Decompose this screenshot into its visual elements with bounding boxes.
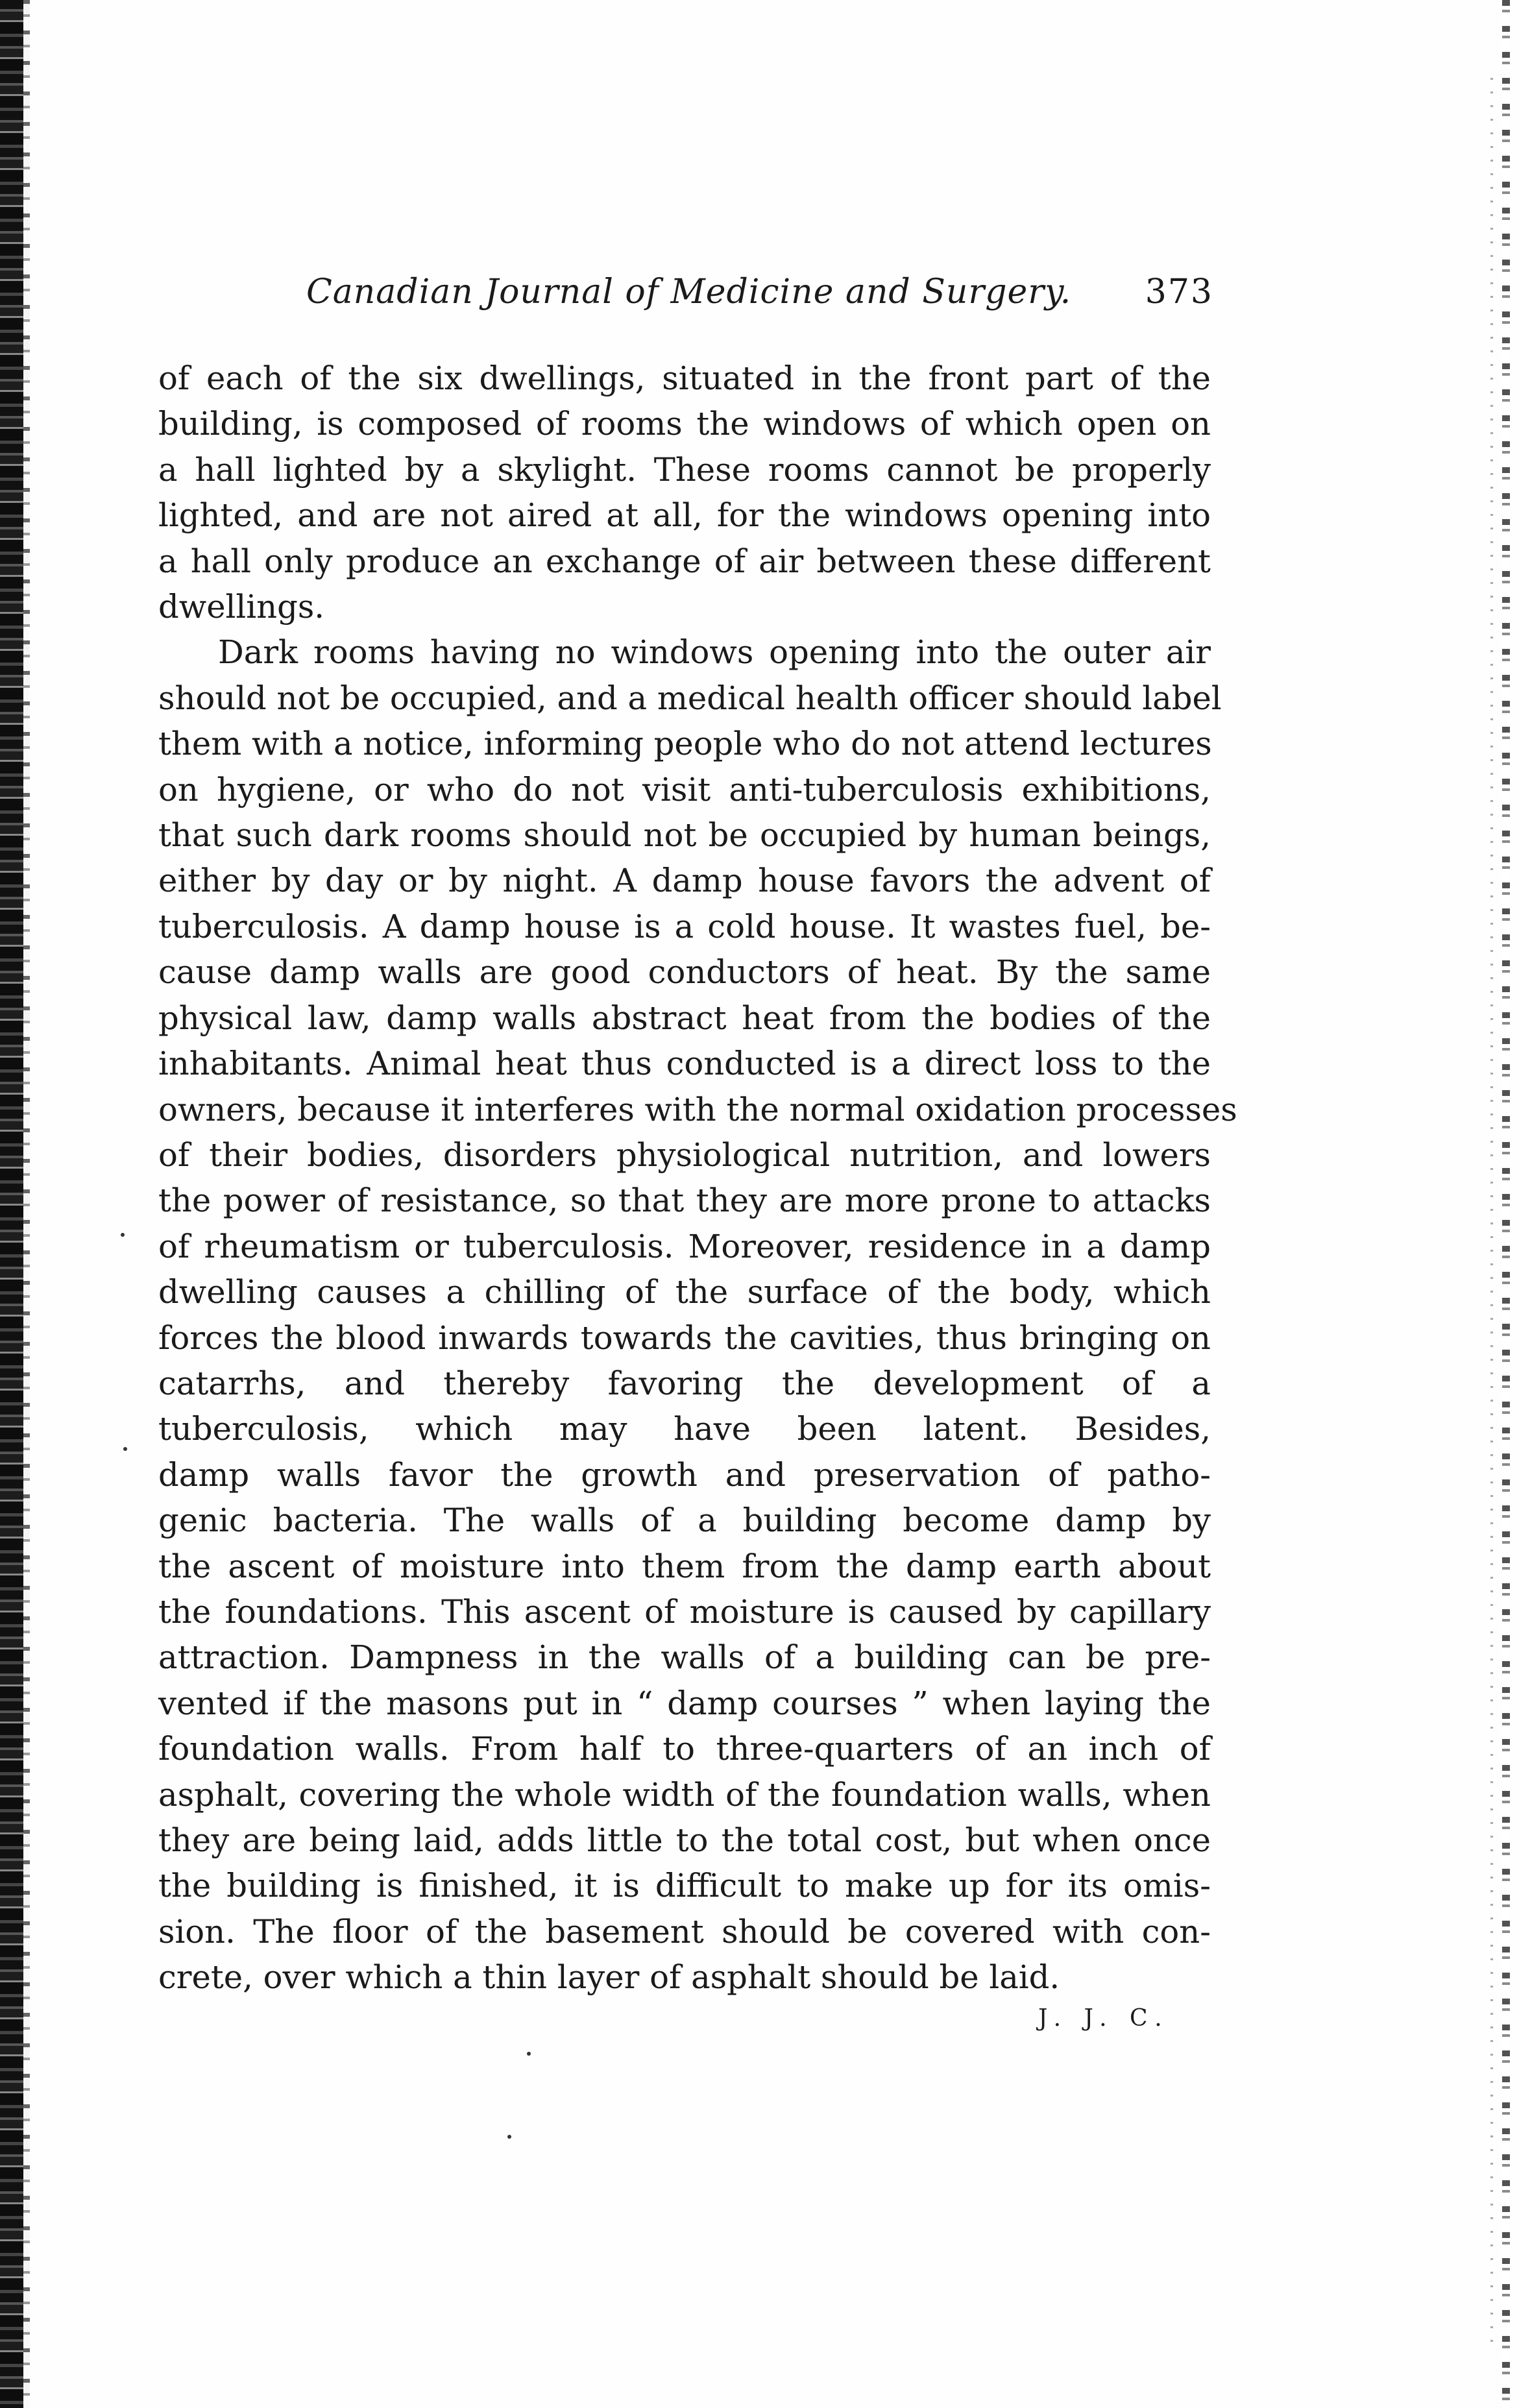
- text-line: of each of the six dwellings, situated in the front part of the: [158, 359, 1211, 397]
- text-line: physical law, damp walls abstract heat from the bodies of the: [158, 999, 1211, 1037]
- text-line: of their bodies, disorders physiological nutrition, and lowers: [158, 1136, 1211, 1174]
- text-line: forces the blood inwards towards the cavities, thus bringing on: [158, 1319, 1211, 1357]
- book-spine-edge-left-inner: [23, 0, 30, 2408]
- page-edge-right-inner: [1490, 78, 1493, 2349]
- text-line: a hall lighted by a skylight. These rooms cannot be properly: [158, 450, 1211, 489]
- text-line: building, is composed of rooms the windows of which open on: [158, 405, 1211, 443]
- text-line: catarrhs, and thereby favoring the development of a: [158, 1364, 1211, 1402]
- running-header: [156, 273, 1213, 324]
- text-line: them with a notice, informing people who do not attend lectures: [158, 725, 1212, 763]
- text-line: genic bacteria. The walls of a building become damp by: [158, 1502, 1211, 1540]
- article-body: [158, 356, 1237, 2001]
- text-line: inhabitants. Animal heat thus conducted is a direct loss to the: [158, 1045, 1211, 1083]
- text-line: vented if the masons put in “ damp courses ” when laying the: [158, 1684, 1211, 1722]
- text-line: attraction. Dampness in the walls of a building can be pre-: [158, 1638, 1211, 1677]
- text-line: that such dark rooms should not be occupied by human beings,: [158, 816, 1211, 855]
- page-number: 373: [1145, 273, 1213, 311]
- paragraph-2: [158, 629, 1237, 2000]
- text-line: damp walls favor the growth and preservation of patho-: [158, 1455, 1211, 1494]
- text-line: on hygiene, or who do not visit anti-tuberculosis exhibitions,: [158, 770, 1211, 809]
- text-line: dwellings.: [158, 588, 325, 626]
- text-line: foundation walls. From half to three-quarters of an inch of: [158, 1730, 1211, 1768]
- scan-speck: [507, 2135, 511, 2139]
- text-line: the power of resistance, so that they are more prone to attacks: [158, 1182, 1211, 1220]
- scan-speck: [123, 1447, 127, 1451]
- text-line: should not be occupied, and a medical health officer should label: [158, 679, 1222, 717]
- text-line: the foundations. This ascent of moisture is caused by capillary: [158, 1592, 1211, 1631]
- text-line: crete, over which a thin layer of asphalt should be laid.: [158, 1958, 1060, 1997]
- text-line: cause damp walls are good conductors of heat. By the same: [158, 953, 1211, 991]
- scan-speck: [121, 1233, 125, 1237]
- text-line: lighted, and are not aired at all, for the windows opening into: [158, 496, 1211, 535]
- text-line: Dark rooms having no windows opening into the outer air: [218, 633, 1211, 672]
- text-line: of rheumatism or tuberculosis. Moreover, residence in a damp: [158, 1227, 1211, 1265]
- text-line: a hall only produce an exchange of air between these different: [158, 542, 1211, 580]
- text-line: tuberculosis. A damp house is a cold house. It wastes fuel, be-: [158, 907, 1211, 945]
- author-initials: J. J. C.: [1038, 2005, 1170, 2032]
- text-line: sion. The floor of the basement should be covered with con-: [158, 1912, 1211, 1951]
- text-line: either by day or by night. A damp house favors the advent of: [158, 862, 1211, 900]
- text-line: owners, because it interferes with the normal oxidation processes: [158, 1090, 1237, 1128]
- text-line: the ascent of moisture into them from the damp earth about: [158, 1547, 1211, 1585]
- text-line: the building is finished, it is difficult to make up for its omis-: [158, 1867, 1211, 1905]
- running-title: Canadian Journal of Medicine and Surgery.: [306, 273, 1072, 311]
- book-spine-edge-left: [0, 0, 23, 2408]
- text-line: dwelling causes a chilling of the surface of the body, which: [158, 1273, 1211, 1311]
- paragraph-1: [158, 356, 1211, 629]
- text-line: tuberculosis, which may have been latent. Besides,: [158, 1410, 1211, 1448]
- text-line: asphalt, covering the whole width of the foundation walls, when: [158, 1775, 1211, 1814]
- page-edge-right: [1502, 0, 1510, 2408]
- scan-speck: [527, 2052, 531, 2056]
- text-line: they are being laid, adds little to the total cost, but when once: [158, 1821, 1211, 1859]
